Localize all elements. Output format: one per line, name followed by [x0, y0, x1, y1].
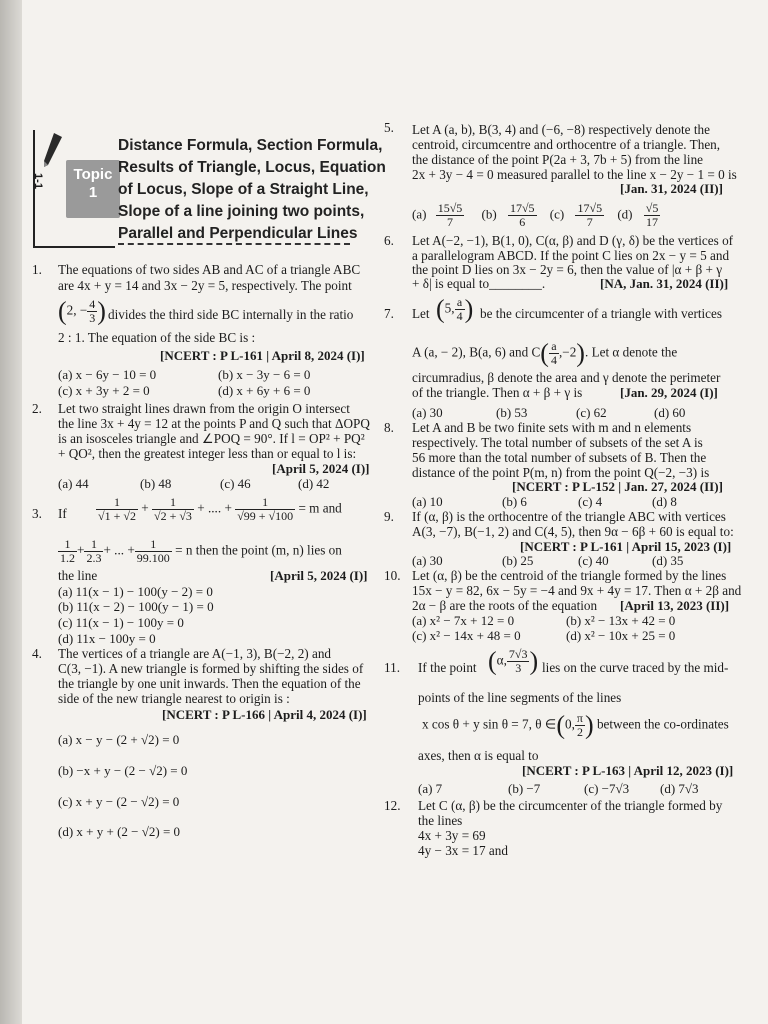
option: (a) $\frac{15√5}{7}$ (b) $\frac{17√5}{6}$ (c) $\frac{17√5}{7}$ (d) $\frac{√5}{17}$	[412, 201, 659, 229]
option: (d) 42	[298, 476, 330, 491]
option: (a) 30	[412, 405, 443, 420]
option: (b) 11(x − 2) − 100(y − 1) = 0	[58, 599, 214, 614]
question-text: A(3, −7), B(−1, 2) and C(4, 5), then 9α − 6β + 60 is equal to:	[412, 524, 734, 539]
option: (b) 48	[140, 476, 172, 491]
option: (b) 25	[502, 553, 534, 568]
option: (c) 4	[578, 494, 603, 509]
question-text: lies on the curve traced by the mid-	[542, 660, 729, 675]
question-text: + δ| is equal to________.	[412, 276, 546, 291]
option: (a) x² − 7x + 12 = 0	[412, 613, 515, 628]
option: (a) 10	[412, 494, 443, 509]
option: (c) x + 3y + 2 = 0	[58, 383, 150, 398]
option: (d) x² − 10x + 25 = 0	[566, 628, 676, 643]
question-text: is an isosceles triangle and ∠POQ = 90°. If l = OP² + PQ²	[58, 431, 365, 446]
question-text: be the circumcenter of a triangle with vertices	[480, 306, 723, 321]
question-text: axes, then α is equal to	[418, 748, 539, 763]
topic-title-line: Parallel and Perpendicular Lines	[118, 225, 358, 242]
question-text: distance of the point P(m, n) from the point Q(−2, −3) is	[412, 465, 710, 480]
topic-title-line: of Locus, Slope of a Straight Line,	[118, 181, 369, 198]
question-text: the lines	[418, 813, 463, 828]
option: (b) 6	[502, 494, 527, 509]
question-text: 4x + 3y = 69	[418, 828, 486, 843]
question-text: centroid, circumcentre and orthocentre of a triangle. Then,	[412, 137, 721, 152]
question-text: respectively. The total number of subsets of the set A is	[412, 435, 703, 450]
option: (c) 11(x − 1) − 100y = 0	[58, 615, 184, 630]
question-text: are 4x + y = 14 and 3x − 2y = 5, respectively. The point	[58, 278, 352, 293]
question-source: [April 13, 2023 (II)]	[620, 598, 730, 613]
question-number: 3.	[32, 506, 42, 521]
question-text: points of the line segments of the lines	[418, 690, 622, 705]
question-text: If (α, β) is the orthocentre of the triangle ABC with vertices	[412, 509, 726, 524]
topic-title-line: Slope of a line joining two points,	[118, 203, 365, 220]
option: (c) x² − 14x + 48 = 0	[412, 628, 521, 643]
option: (b) −7	[508, 781, 541, 796]
option: (c) 40	[578, 553, 609, 568]
option: (a) 11(x − 1) − 100(y − 2) = 0	[58, 584, 213, 599]
question-source: [NCERT : P L-166 | April 4, 2024 (I)]	[162, 707, 367, 722]
question-text: of the triangle. Then α + β + γ is	[412, 385, 583, 400]
option: (a) 7	[418, 781, 443, 796]
topic-badge-number: 1	[88, 184, 98, 201]
question-text: Let A (a, b), B(3, 4) and (−6, −8) respectively denote the	[412, 122, 710, 137]
option: (d) x + y + (2 − √2) = 0	[58, 824, 181, 839]
question-source: [NCERT : P L-152 | Jan. 27, 2024 (II)]	[512, 479, 723, 494]
option: (c) x + y − (2 − √2) = 0	[58, 794, 180, 809]
option: (a) x − y − (2 + √2) = 0	[58, 732, 180, 747]
question-text: divides the third side BC internally in the ratio	[108, 307, 354, 322]
option: (b) x² − 13x + 42 = 0	[566, 613, 676, 628]
option: (d) 8	[652, 494, 677, 509]
option: (a) 44	[58, 476, 89, 491]
question-number: 5.	[384, 120, 394, 135]
series-expression: $\frac{1}{1.2}$ + $\frac{1}{2.3}$ + ... + $\frac{1}{99.100}$ = n then the point (m, n) lies on	[60, 537, 342, 565]
question-text: If the point	[418, 660, 477, 675]
question-number: 4.	[32, 646, 42, 661]
question-source: [Jan. 31, 2024 (II)]	[620, 181, 723, 196]
point-expression: (2, − $\frac{4}{3}$ )	[58, 296, 106, 326]
question-text: 15x − y = 82, 6x − 5y = −4 and 9x + 4y = 17. Then α + 2β and	[412, 583, 742, 598]
series-expression: $\frac{1}{√1 + √2}$ + $\frac{1}{√2 + √3}$ + .... + $\frac{1}{√99 + √100}$ = m and	[98, 495, 342, 523]
question-text: 2α − β are the roots of the equation	[412, 598, 598, 613]
question-number: 7.	[384, 306, 394, 321]
question-number: 2.	[32, 401, 42, 416]
option: (c) 62	[576, 405, 607, 420]
question-text: x cos θ + y sin θ = 7, θ ∈(0, $\frac{\pi}{2}$ ) between the co-ordinates	[422, 710, 729, 740]
question-text: circumradius, β denote the area and γ denote the perimeter	[412, 370, 721, 385]
question-number: 8.	[384, 420, 394, 435]
option: (d) 7√3	[660, 781, 699, 796]
question-text: the distance of the point P(2a + 3, 7b + 5) from the line	[412, 152, 704, 167]
question-source: [NCERT : P L-161 | April 15, 2023 (I)]	[520, 539, 732, 554]
question-text: The vertices of a triangle are A(−1, 3), B(−2, 2) and	[58, 646, 332, 661]
right-column	[384, 0, 768, 1024]
question-text: Let	[412, 306, 430, 321]
question-text: Let A(−2, −1), B(1, 0), C(α, β) and D (γ, δ) be the vertices of	[412, 233, 734, 248]
question-text: C(3, −1). A new triangle is formed by shifting the sides of	[58, 661, 364, 676]
question-text: If	[58, 506, 67, 521]
question-source: [NA, Jan. 31, 2024 (II)]	[600, 276, 729, 291]
question-text: + QO², then the greatest integer less than or equal to l is:	[58, 446, 357, 461]
question-text: 4y − 3x = 17 and	[418, 843, 508, 858]
question-source: [April 5, 2024 (I)]	[270, 568, 368, 583]
question-text: the point D lies on 3x − 2y = 6, then the value of |α + β + γ	[412, 262, 723, 277]
topic-badge-label: Topic	[73, 166, 113, 183]
option: (c) −7√3	[584, 781, 630, 796]
question-source: [NCERT : P L-161 | April 8, 2024 (I)]	[160, 348, 365, 363]
question-text: Let (α, β) be the centroid of the triangle formed by the lines	[412, 568, 727, 583]
option: (b) 53	[496, 405, 528, 420]
option: (c) 46	[220, 476, 251, 491]
question-number: 12.	[384, 798, 401, 813]
question-number: 11.	[384, 660, 400, 675]
option: (a) x − 6y − 10 = 0	[58, 367, 157, 382]
question-text: side of the new triangle nearest to origin is :	[58, 691, 290, 706]
question-text: the line	[58, 568, 98, 583]
option: (b) −x + y − (2 − √2) = 0	[58, 763, 188, 778]
question-number: 10.	[384, 568, 401, 583]
question-text: a parallelogram ABCD. If the point C lies on 2x − y = 5 and	[412, 248, 730, 263]
question-text: 2x + 3y − 4 = 0 measured parallel to the line x − 2y − 1 = 0 is	[412, 167, 737, 182]
topic-side-mark: 1-1	[31, 173, 44, 189]
fraction: $\frac{4}{3}$	[89, 297, 96, 325]
question-source: [April 5, 2024 (I)]	[272, 461, 370, 476]
topic-title-line: Results of Triangle, Locus, Equation	[118, 159, 386, 176]
point-expression: (α, $\frac{7√3}{3}$ )	[488, 646, 539, 676]
question-text: the triangle by one unit inwards. Then the equation of the	[58, 676, 361, 691]
question-text: Let C (α, β) be the circumcenter of the triangle formed by	[418, 798, 723, 813]
question-number: 6.	[384, 233, 394, 248]
question-text: A (a, − 2), B(a, 6) and C( $\frac{a}{4}$ ,−2). Let α denote the	[412, 338, 678, 368]
topic-title-line: Distance Formula, Section Formula,	[118, 137, 383, 154]
question-text: the line 3x + 4y = 12 at the points P and Q such that ΔOPQ	[58, 416, 370, 431]
option: (d) x + 6y + 6 = 0	[218, 383, 311, 398]
question-source: [NCERT : P L-163 | April 12, 2023 (I)]	[522, 763, 734, 778]
option: (a) 30	[412, 553, 443, 568]
point-part: 2, −	[66, 302, 88, 318]
option: (b) x − 3y − 6 = 0	[218, 367, 311, 382]
question-text: 56 more than the total number of subsets of B. Then the	[412, 450, 707, 465]
question-source: [Jan. 29, 2024 (I)]	[620, 385, 718, 400]
question-number: 9.	[384, 509, 394, 524]
question-text: The equations of two sides AB and AC of a triangle ABC	[58, 262, 361, 277]
question-text: Let A and B be two finite sets with m and n elements	[412, 420, 692, 435]
option: (d) 35	[652, 553, 684, 568]
option: (d) 60	[654, 405, 686, 420]
point-expression: (5, $\frac{a}{4}$ )	[436, 294, 474, 324]
question-text: Let two straight lines drawn from the origin O intersect	[58, 401, 350, 416]
option: (d) 11x − 100y = 0	[58, 631, 156, 646]
question-text: 2 : 1. The equation of the side BC is :	[58, 330, 256, 345]
question-number: 1.	[32, 262, 42, 277]
